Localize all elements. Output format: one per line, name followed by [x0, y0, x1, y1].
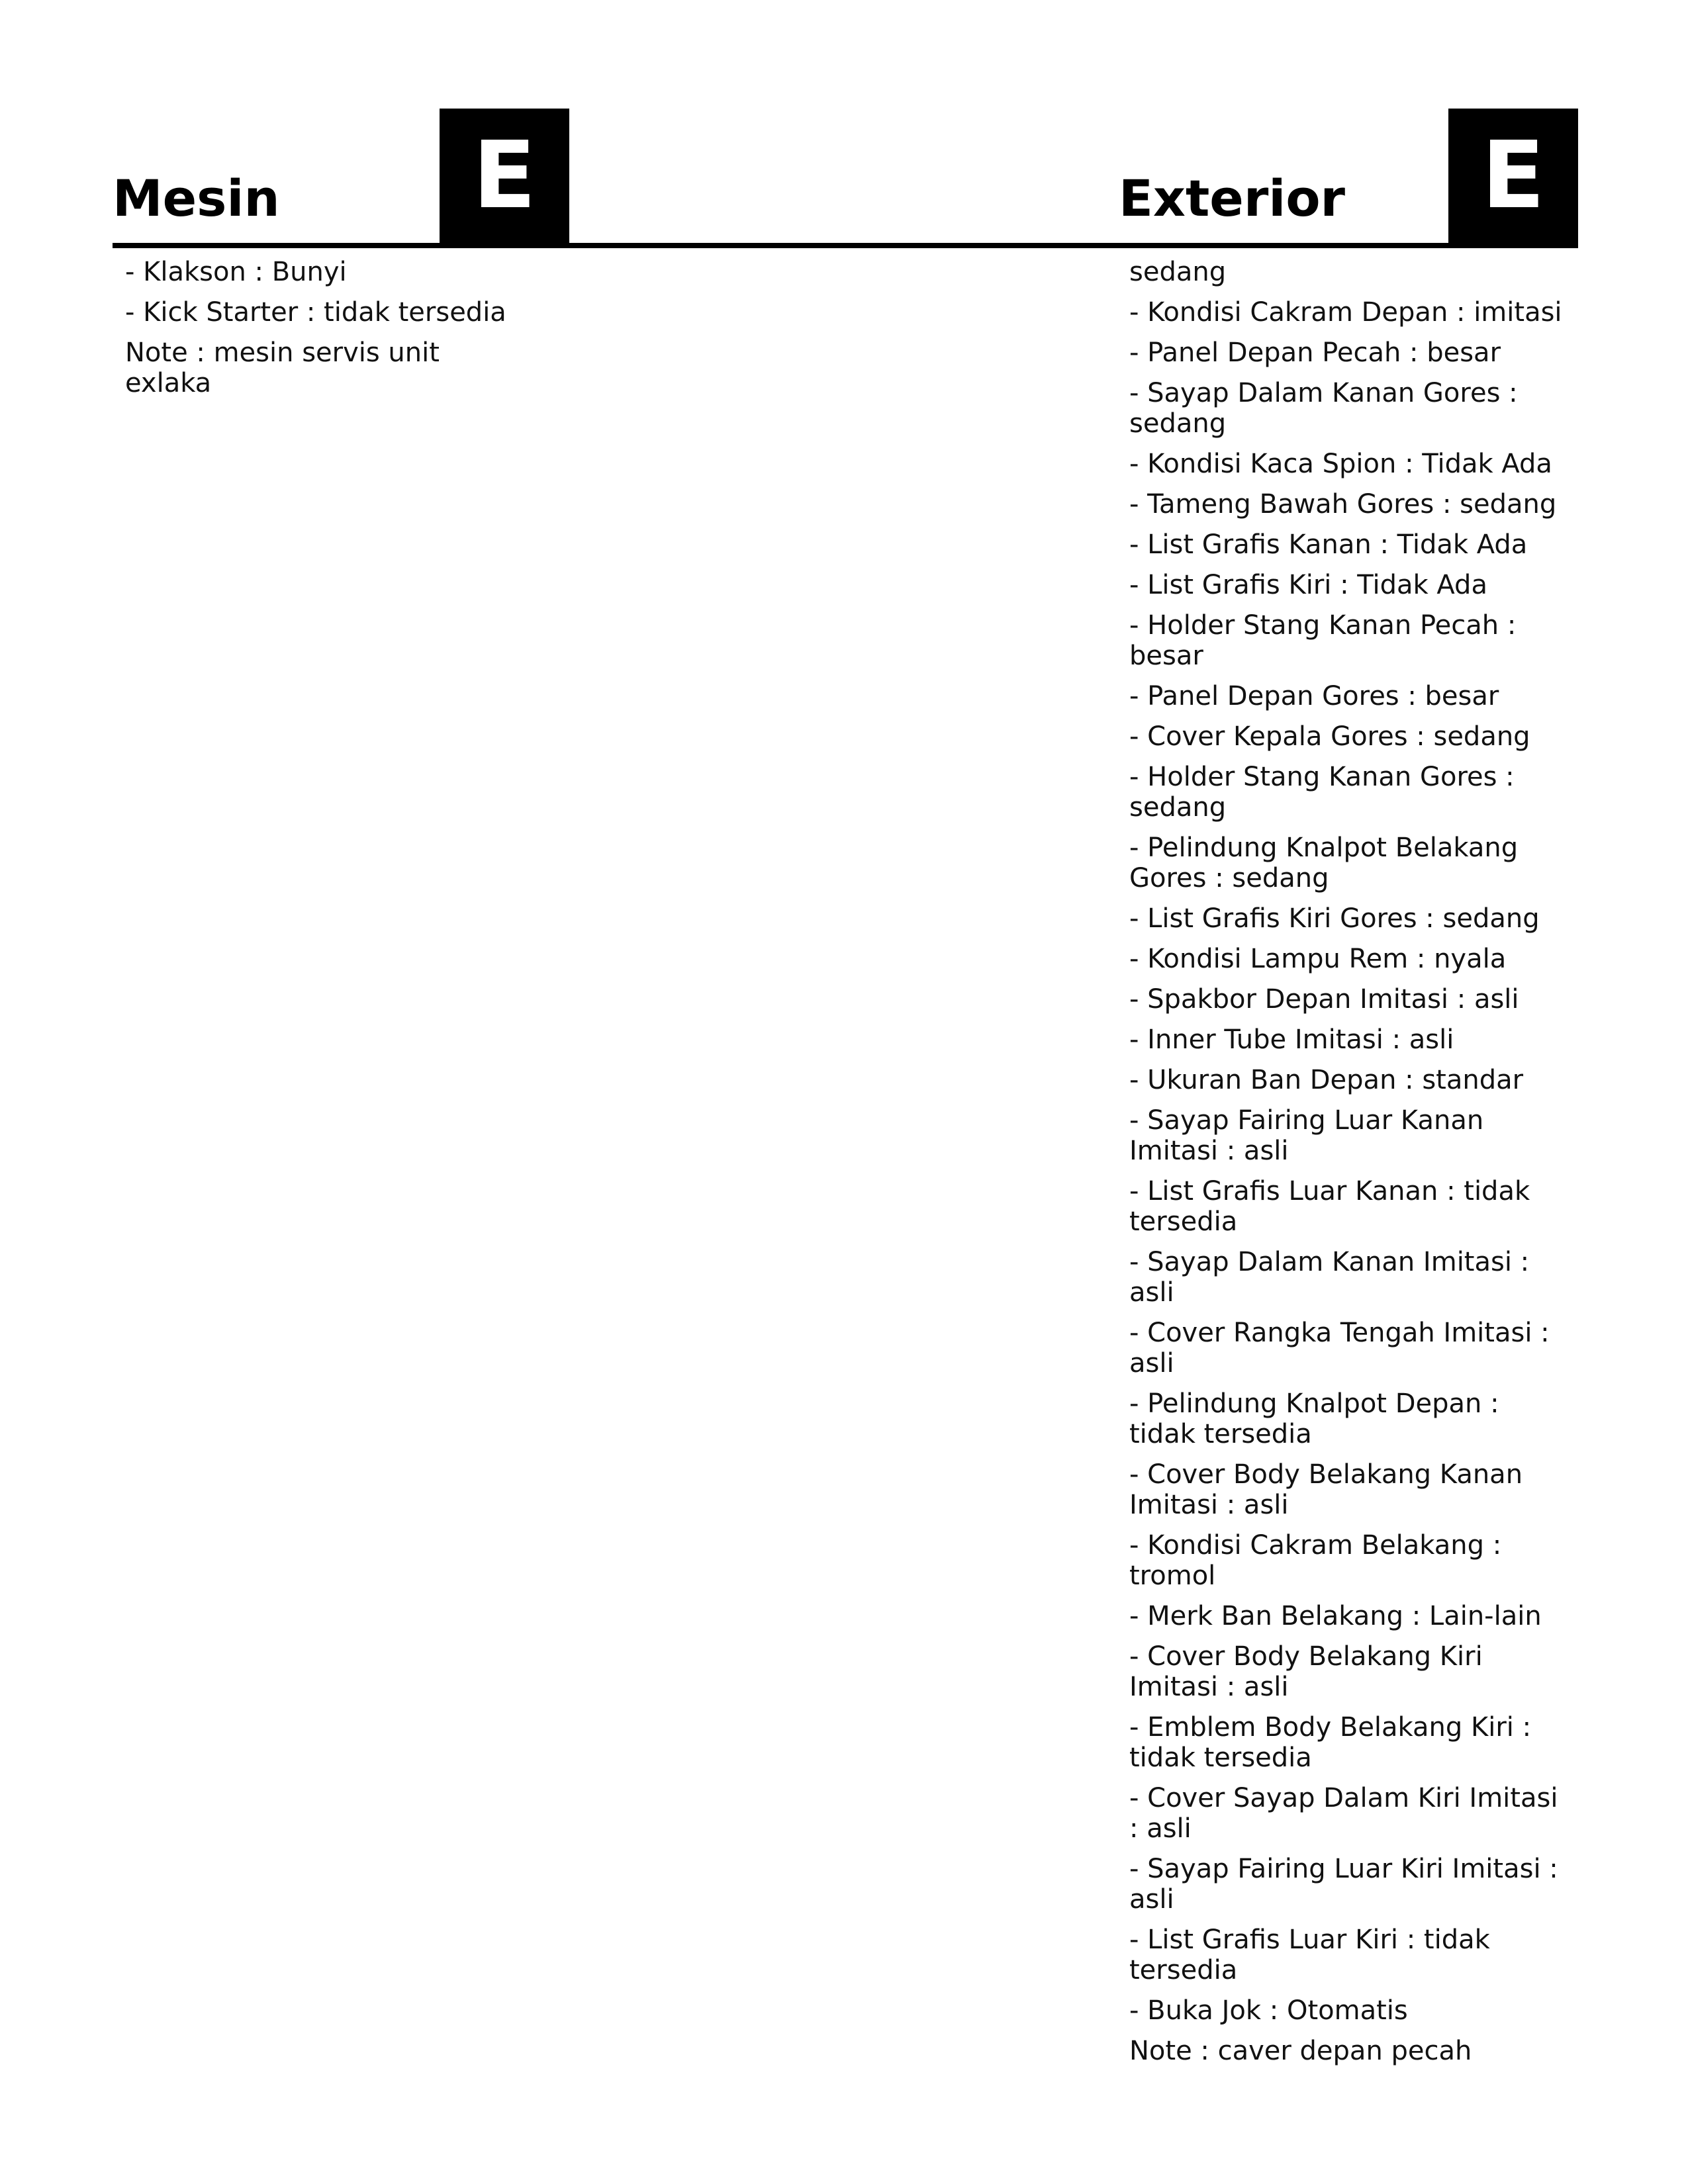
exterior-title: Exterior — [1119, 169, 1346, 228]
exterior-note: Note : caver depan pecah — [1129, 2036, 1472, 2066]
list-item: - Sayap Dalam Kanan Gores : sedang — [1129, 378, 1518, 439]
mesin-title: Mesin — [113, 169, 280, 228]
list-item: - Panel Depan Gores : besar — [1129, 681, 1499, 711]
mesin-note: Note : mesin servis unit exlaka — [125, 338, 440, 398]
list-item: - Pelindung Knalpot Belakang Gores : sedang — [1129, 833, 1519, 893]
mesin-grade-badge: E — [440, 109, 569, 244]
list-item: - Cover Body Belakang Kanan Imitasi : asli — [1129, 1459, 1523, 1520]
list-item: - List Grafis Luar Kanan : tidak tersedia — [1129, 1176, 1530, 1237]
list-item: - Sayap Fairing Luar Kanan Imitasi : asli — [1129, 1105, 1484, 1166]
list-item: - Sayap Fairing Luar Kiri Imitasi : asli — [1129, 1854, 1558, 1915]
list-item: - Buka Jok : Otomatis — [1129, 1995, 1408, 2026]
list-item: - Cover Rangka Tengah Imitasi : asli — [1129, 1318, 1550, 1379]
list-item: - Kondisi Cakram Belakang : tromol — [1129, 1530, 1502, 1591]
list-item: - Kondisi Cakram Depan : imitasi — [1129, 297, 1562, 328]
list-item: - Klakson : Bunyi — [125, 257, 347, 287]
list-item: - List Grafis Kanan : Tidak Ada — [1129, 529, 1528, 560]
list-item: - Kick Starter : tidak tersedia — [125, 297, 506, 328]
list-item: - Inner Tube Imitasi : asli — [1129, 1024, 1454, 1055]
list-item: - Kondisi Kaca Spion : Tidak Ada — [1129, 449, 1552, 479]
list-item: - Kondisi Lampu Rem : nyala — [1129, 944, 1507, 974]
list-item: - Ukuran Ban Depan : standar — [1129, 1065, 1524, 1095]
list-item: - Emblem Body Belakang Kiri : tidak tersedia — [1129, 1712, 1532, 1773]
list-item: - Holder Stang Kanan Gores : sedang — [1129, 762, 1515, 823]
list-item: - Sayap Dalam Kanan Imitasi : asli — [1129, 1247, 1530, 1308]
list-item: - Pelindung Knalpot Depan : tidak tersedia — [1129, 1388, 1499, 1449]
list-item: - List Grafis Kiri Gores : sedang — [1129, 903, 1540, 934]
list-item: - Panel Depan Pecah : besar — [1129, 338, 1501, 368]
list-item: - List Grafis Kiri : Tidak Ada — [1129, 570, 1487, 600]
list-item: - Tameng Bawah Gores : sedang — [1129, 489, 1557, 520]
list-item: - List Grafis Luar Kiri : tidak tersedia — [1129, 1925, 1490, 1985]
list-item: sedang — [1129, 257, 1227, 287]
list-item: - Holder Stang Kanan Pecah : besar — [1129, 610, 1517, 671]
mesin-item-list — [125, 257, 509, 408]
list-item: - Cover Kepala Gores : sedang — [1129, 721, 1530, 752]
exterior-grade-badge: E — [1448, 109, 1578, 244]
list-item: - Cover Body Belakang Kiri Imitasi : asli — [1129, 1641, 1483, 1702]
header-divider — [113, 243, 1578, 248]
list-item: - Merk Ban Belakang : Lain-lain — [1129, 1601, 1542, 1631]
list-item: - Cover Sayap Dalam Kiri Imitasi : asli — [1129, 1783, 1558, 1844]
list-item: - Spakbor Depan Imitasi : asli — [1129, 984, 1519, 1015]
exterior-item-list — [1129, 257, 1566, 2076]
